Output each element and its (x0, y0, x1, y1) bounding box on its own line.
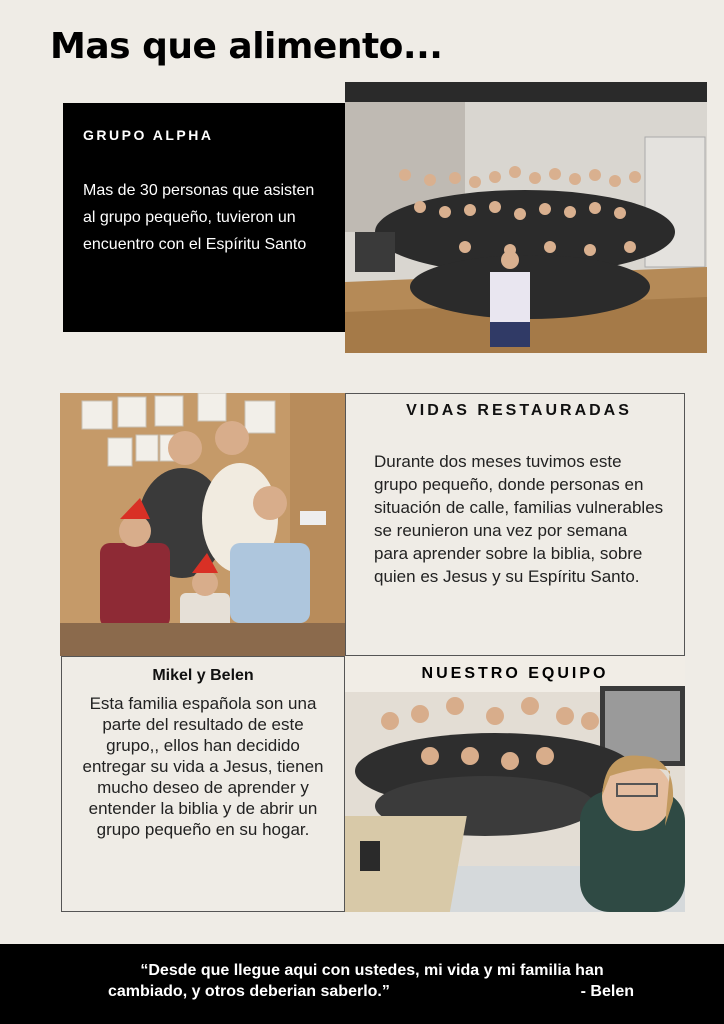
quote-author: - Belen (580, 983, 634, 1000)
vidas-restauradas-heading: VIDAS RESTAURADAS (406, 402, 632, 419)
mikel-belen-heading: Mikel y Belen (152, 667, 254, 684)
vidas-restauradas-text: Durante dos meses tuvimos este grupo pequeño, donde personas en situación de calle, familias vulnerables se reunieron una vez por semana para aprender sobre la biblia, sobre quien es Jesus y su Espíritu Santo. (374, 452, 664, 586)
nuestro-equipo-heading: NUESTRO EQUIPO (421, 665, 609, 682)
grupo-alpha-card (63, 103, 348, 332)
mikel-belen-card (61, 656, 345, 912)
quote-line-1: “Desde que llegue aqui con ustedes, mi vida y mi familia han (140, 962, 604, 979)
team-photo (345, 656, 685, 912)
vidas-restauradas-card (345, 393, 685, 656)
group-photo (345, 82, 707, 353)
mikel-belen-text: Esta familia española son una parte del resultado de este grupo,, ellos han decidido entregar su vida a Jesus, tienen mucho deseo de aprender y entender la biblia y de abrir un grupo pequeño en su hogar. (82, 694, 324, 839)
quote-line-2: cambiado, y otros deberian saberlo.” (108, 983, 390, 1000)
grupo-alpha-heading: GRUPO ALPHA (83, 127, 214, 143)
grupo-alpha-text: Mas de 30 personas que asisten al grupo pequeño, tuvieron un encuentro con el Espíritu Santo (83, 182, 315, 253)
quote-footer (0, 944, 724, 1024)
page-title: Mas que alimento... (50, 26, 443, 67)
family-photo (60, 393, 345, 656)
quote-line-2-row (80, 981, 664, 1002)
